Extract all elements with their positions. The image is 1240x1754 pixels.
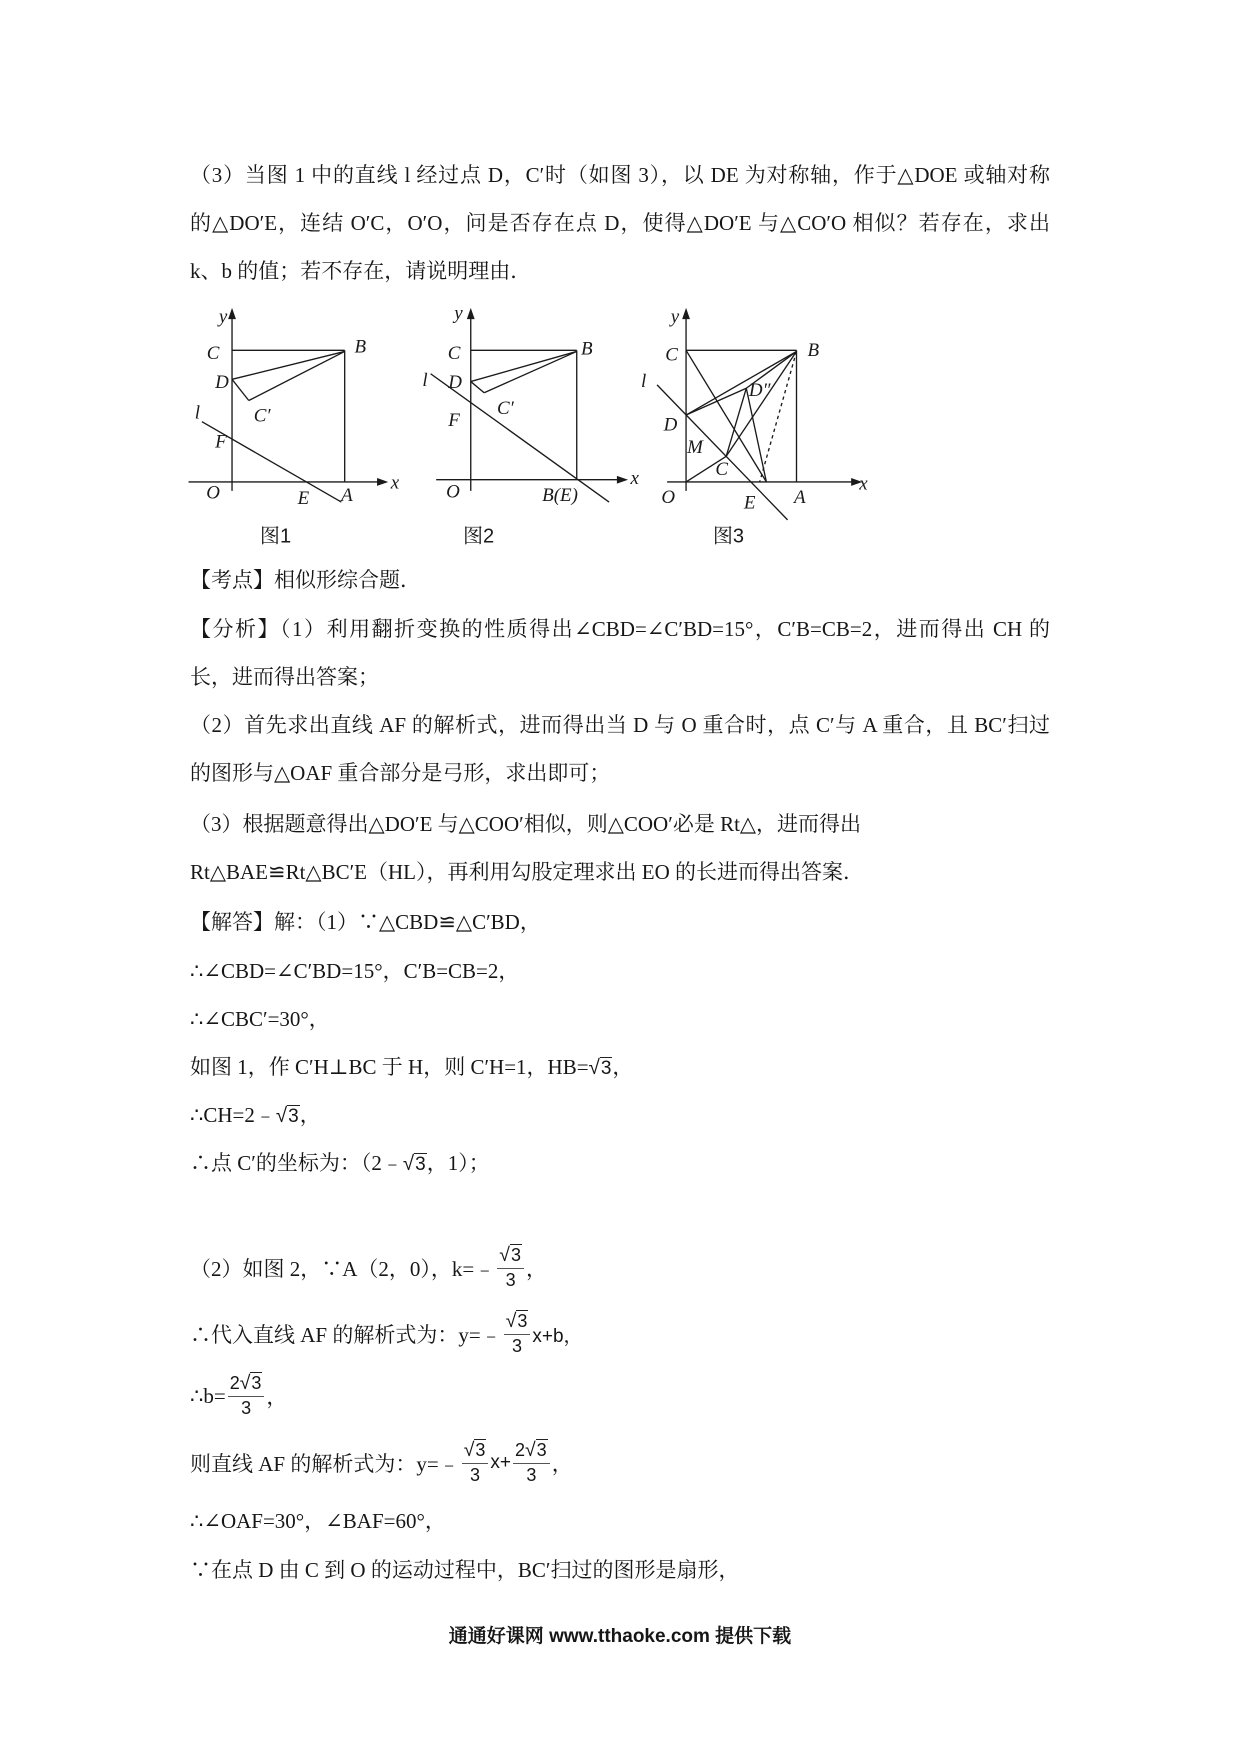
fraction-denominator: 3 <box>505 1270 516 1290</box>
problem-line-2: 的△DO′E，连结 O′C，O′O，问是否存在点 D，使得△DO′E 与△CO′O 相似？若存在，求出 <box>190 211 1050 235</box>
radicand: 3 <box>517 1311 528 1331</box>
fig3-line-l <box>657 385 788 520</box>
solution-line-7 <box>190 1238 547 1298</box>
radical-sign: √ <box>275 1104 288 1127</box>
fig1-segment-c-prime-b <box>249 351 345 400</box>
fig2-segment-dc-prime <box>471 382 484 393</box>
fraction <box>513 1439 550 1487</box>
fraction-denominator: 3 <box>470 1465 481 1485</box>
fig2-label-d: D <box>448 372 462 394</box>
fig2-label-l: l <box>422 369 428 391</box>
solution-line-6 <box>190 1148 490 1180</box>
fig3-label-y: y <box>670 306 680 328</box>
problem-line-1: （3）当图 1 中的直线 l 经过点 D，C′时（如图 3），以 DE 为对称轴，作于△DOE 或轴对称 <box>190 163 1050 187</box>
sqrt-expression <box>589 1058 613 1079</box>
radical-sign: √ <box>402 1152 415 1175</box>
fig2-segment-db <box>471 351 577 381</box>
fraction <box>497 1244 524 1292</box>
solution-line-6-text: ∴点 C′的坐标为：（2﹣ <box>190 1151 403 1175</box>
fig1-label-c: C <box>206 343 220 365</box>
radicand: 3 <box>536 1440 547 1460</box>
fig1-segment-db <box>232 351 345 379</box>
fig3-label-o: O <box>661 487 676 509</box>
solution-line-7-text: （2）如图 2，∵A（2，0），k=﹣ <box>190 1257 496 1281</box>
fraction <box>504 1310 531 1358</box>
solution-line-5 <box>190 1100 321 1132</box>
radical-sign: √ <box>588 1056 600 1079</box>
fraction <box>228 1372 265 1420</box>
solution-line-11: ∴∠OAF=30°，∠BAF=60°， <box>190 1509 446 1533</box>
solution-line-5-end: ， <box>299 1103 321 1127</box>
fig1-label-b: B <box>354 336 367 358</box>
fig1-label-d: D <box>215 372 229 394</box>
solution-line-4-text: 如图 1，作 C′H⊥BC 于 H，则 C′H=1，HB= <box>190 1055 589 1079</box>
page-footer: 通通好课网 www.tthaoke.com 提供下载 <box>448 1626 792 1647</box>
figure-3 <box>641 306 868 547</box>
fig1-label-f: F <box>215 431 227 453</box>
coefficient: 2 <box>514 1440 525 1460</box>
problem-line-3: k、b 的值；若不存在，请说明理由． <box>190 259 532 283</box>
solution-line-9 <box>190 1366 287 1426</box>
fig3-label-b: B <box>807 339 820 361</box>
fig3-label-c-lower: C <box>715 459 729 481</box>
fig1-label-a: A <box>341 484 353 506</box>
fig1-label-l: l <box>194 402 201 424</box>
fraction-denominator: 3 <box>241 1398 252 1418</box>
fig1-segment-dc-prime <box>232 379 249 400</box>
fig3-segment-c-prime-b <box>726 351 796 456</box>
fig1-label-c-prime: C′ <box>253 405 271 427</box>
fig1-label-e: E <box>297 488 310 510</box>
radicand: 3 <box>510 1245 521 1265</box>
fig3-label-l: l <box>641 371 647 393</box>
fraction-numerator <box>462 1439 489 1464</box>
solution-line-1: 【解答】解：（1）∵△CBD≌△C′BD， <box>190 910 541 934</box>
fraction <box>462 1439 489 1487</box>
radicand: 3 <box>475 1440 486 1460</box>
radical-sign: √ <box>525 1439 536 1461</box>
solution-line-6-end: ，1）； <box>426 1151 490 1175</box>
fig3-dashed-segment <box>760 351 797 482</box>
fraction-denominator: 3 <box>512 1336 523 1356</box>
fig3-label-m: M <box>687 436 703 458</box>
kaodian-line: 【考点】相似形综合题． <box>190 568 421 592</box>
fraction-numerator <box>504 1310 531 1335</box>
figures-diagram <box>179 299 883 550</box>
solution-line-8-end: x+b， <box>532 1325 583 1347</box>
solution-line-9-text: ∴b= <box>190 1383 226 1408</box>
solution-line-12: ∵在点 D 由 C 到 O 的运动过程中，BC′扫过的图形是扇形， <box>190 1558 740 1582</box>
fig2-caption: 图2 <box>462 525 495 548</box>
fig1-caption: 图1 <box>259 525 292 548</box>
solution-line-10-middle: x+ <box>490 1452 511 1473</box>
solution-line-2: ∴∠CBD=∠C′BD=15°，C′B=CB=2， <box>190 959 520 983</box>
fig3-label-x: x <box>859 473 868 495</box>
figure-1 <box>189 306 400 547</box>
solution-line-9-end: ， <box>266 1385 288 1409</box>
fig1-label-x: x <box>390 472 400 494</box>
solution-line-8-text: ∴代入直线 AF 的解析式为：y=﹣ <box>190 1323 502 1347</box>
fig2-label-b-e: B(E) <box>542 484 578 506</box>
fig2-label-c: C <box>447 343 461 365</box>
radicand: 3 <box>288 1106 299 1127</box>
fig1-label-o: O <box>206 482 220 504</box>
fraction-numerator <box>228 1372 265 1397</box>
fig2-label-o: O <box>446 481 460 503</box>
fig2-segment-c-prime-b <box>484 351 577 392</box>
fig3-label-a: A <box>794 487 806 509</box>
fig2-label-f: F <box>448 410 460 432</box>
solution-line-7-end: ， <box>525 1257 547 1281</box>
sqrt-expression <box>276 1106 300 1127</box>
figure-2 <box>422 303 639 548</box>
fig3-label-e: E <box>743 492 756 514</box>
fraction-denominator: 3 <box>526 1465 537 1485</box>
solution-line-4-end: ， <box>612 1055 634 1079</box>
fraction-numerator <box>497 1244 524 1269</box>
fig3-label-d-double-prime: D″ <box>748 379 771 401</box>
fig1-x-axis-arrow <box>377 478 388 486</box>
analysis-line-2: 长，进而得出答案； <box>190 665 379 689</box>
analysis-line-1: 【分析】（1）利用翻折变换的性质得出∠CBD=∠C′BD=15°，C′B=CB=2，进而得出 CH 的 <box>190 617 1050 641</box>
analysis-line-3: （2）首先求出直线 AF 的解析式，进而得出当 D 与 O 重合时，点 C′与 A 重合，且 BC′扫过 <box>190 713 1050 737</box>
sqrt-expression <box>403 1154 427 1175</box>
fig3-y-axis-arrow <box>682 308 690 319</box>
radicand: 3 <box>251 1373 262 1393</box>
fig2-y-axis-arrow <box>467 308 475 319</box>
solution-line-10-end: ， <box>551 1452 573 1476</box>
solution-line-8 <box>190 1304 583 1364</box>
fig3-label-c: C <box>665 344 678 366</box>
fig2-label-b: B <box>580 338 593 360</box>
radicand: 3 <box>415 1154 426 1175</box>
radical-sign: √ <box>499 1244 510 1266</box>
solution-line-4 <box>190 1052 633 1084</box>
solution-line-10-text: 则直线 AF 的解析式为：y=﹣ <box>190 1452 460 1476</box>
radical-sign: √ <box>239 1372 251 1394</box>
fraction-numerator <box>513 1439 550 1464</box>
fig3-segment-d-d2 <box>686 388 746 415</box>
coefficient: 2 <box>229 1373 240 1393</box>
fig3-caption: 图3 <box>712 525 745 548</box>
solution-line-10 <box>190 1433 573 1493</box>
fig2-label-c-prime: C′ <box>496 397 514 419</box>
fig2-label-x: x <box>630 468 639 490</box>
fig3-label-d: D <box>663 414 678 436</box>
radical-sign: √ <box>505 1310 517 1332</box>
fig1-y-axis-arrow <box>228 308 236 319</box>
radical-sign: √ <box>463 1439 475 1461</box>
fig1-label-y: y <box>218 306 228 328</box>
analysis-line-5: （3）根据题意得出△DO′E 与△COO′相似，则△COO′必是 Rt△，进而得出 <box>190 812 862 836</box>
solution-line-3: ∴∠CBC′=30°， <box>190 1007 330 1031</box>
solution-line-5-text: ∴CH=2﹣ <box>190 1103 276 1127</box>
analysis-line-4: 的图形与△OAF 重合部分是弓形，求出即可； <box>190 761 611 785</box>
radicand: 3 <box>600 1058 612 1079</box>
fig2-x-axis-arrow <box>617 476 628 484</box>
fig2-label-y: y <box>454 303 463 325</box>
analysis-line-6: Rt△BAE≌Rt△BC′E（HL），再利用勾股定理求出 EO 的长进而得出答案． <box>190 860 864 884</box>
